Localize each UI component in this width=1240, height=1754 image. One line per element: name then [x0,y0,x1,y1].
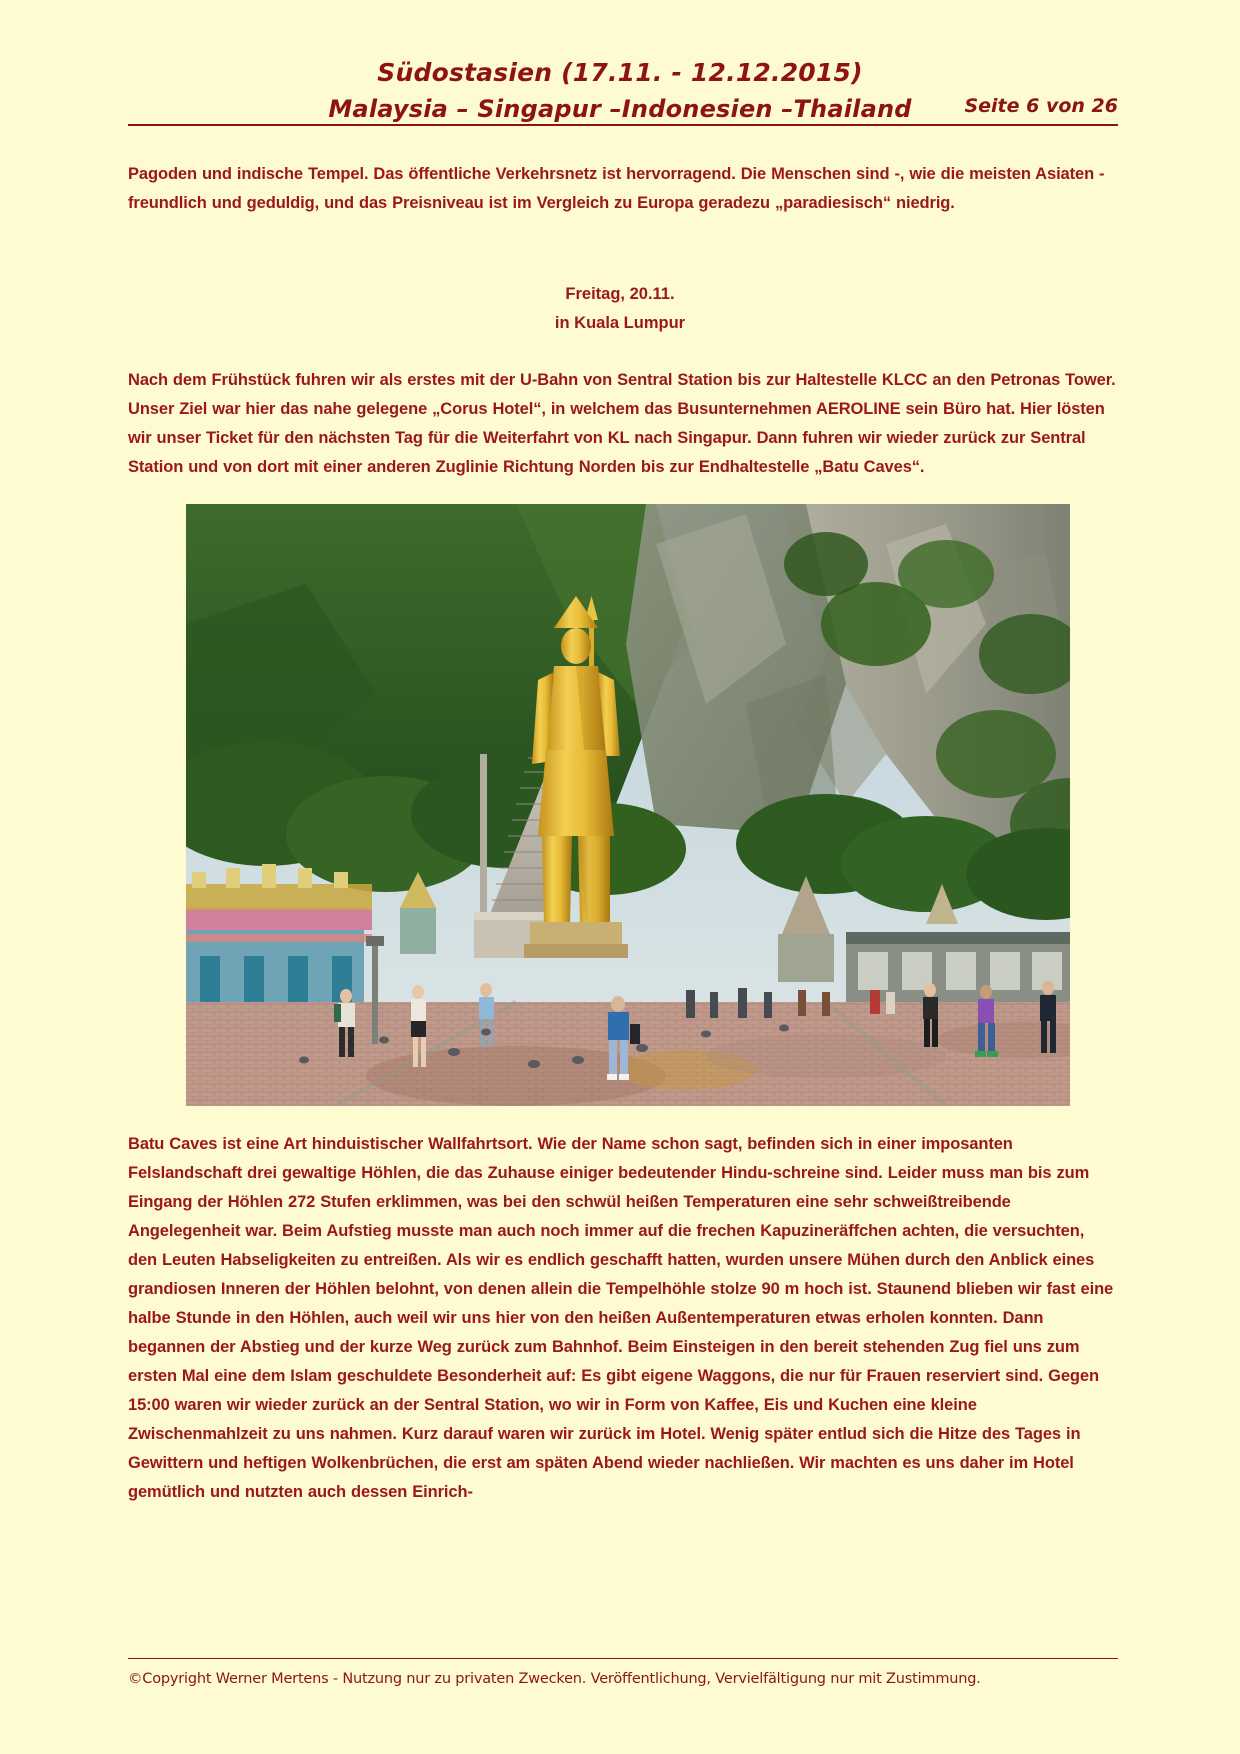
morning-paragraph: Nach dem Frühstück fuhren wir als erstes mit der U-Bahn von Sentral Station bis zur Haltestelle KLCC an den Petronas Tower. Unser Ziel war hier das nahe gelegene „Corus Hotel“, in welchem das Busunternehmen AEROLINE sein Büro hat. Hier lösten wir unser Ticket für den nächsten Tag für die Weiterfahrt von KL nach Singapur. Dann fuhren wir wieder zurück zur Sentral Station und von dort mit einer anderen Zuglinie Richtung Norden bis zur Endhaltestelle „Batu Caves“. [128,371,1116,476]
day-heading-block [0,280,1240,338]
photo-container [0,504,1240,1106]
header-subtitle-row [0,92,1240,128]
caves-paragraph: Batu Caves ist eine Art hinduistischer Wallfahrtsort. Wie der Name schon sagt, befinden sich in einer imposanten Felslandschaft drei gewaltige Höhlen, die das Zuhause einiger bedeutender Hindu-schreine sind. Leider muss man bis zum Eingang der Höhlen 272 Stufen erklimmen, was bei den schwül heißen Temperaturen eine sehr schweißtreibende Angelegenheit war. Beim Aufstieg musste man auch noch immer auf die frechen Kapuzineräffchen achten, die versuchten, den Leuten Habseligkeiten zu entreißen. Als wir es endlich geschafft hatten, wurden unsere Mühen durch den Anblick eines grandiosen Inneren der Höhlen belohnt, von denen allein die Tempelhöhle stolze 90 m hoch ist. Staunend blieben wir fast eine halbe Stunde in den Höhlen, auch weil wir uns hier von den heißen Außentemperaturen etwas erholen konnten. Dann begannen der Abstieg und der kurze Weg zurück zum Bahnhof. Beim Einsteigen in den bereit stehenden Zug fiel uns zum ersten Mal eine dem Islam geschuldete Besonderheit auf: Es gibt eigene Waggons, die nur für Frauen reserviert sind. Gegen 15:00 waren wir wieder zurück an der Sentral Station, wo wir in Form von Kaffee, Eis und Kuchen eine kleine Zwischenmahlzeit zu uns nahmen. Kurz darauf waren wir zurück im Hotel. Wenig später entlud sich die Hitze des Tages in Gewittern und heftigen Wolkenbrüchen, die erst am späten Abend wieder nachließen. Wir machten es uns daher im Hotel gemütlich und nutzten auch dessen Einrich- [128,1135,1114,1501]
day-heading-date: Freitag, 20.11. [565,285,675,303]
page-footer [128,1658,1118,1692]
header-subtitle: Malaysia – Singapur –Indonesien –Thailand [328,95,912,123]
page-header [0,0,1240,128]
day-heading-location: in Kuala Lumpur [554,314,686,332]
header-title: Südostasien (17.11. - 12.12.2015) [377,58,863,87]
copyright-notice: ©Copyright Werner Mertens - Nutzung nur zu privaten Zwecken. Veröffentlichung, Vervielfältigung nur mit Zustimmung. [128,1671,981,1687]
header-divider [128,124,1118,126]
page-number-indicator: Seite 6 von 26 [964,95,1118,117]
footer-divider [128,1658,1118,1659]
batu-caves-photo [186,504,1070,1106]
intro-paragraph: Pagoden und indische Tempel. Das öffentliche Verkehrsnetz ist hervorragend. Die Menschen sind -, wie die meisten Asiaten - freundlich und geduldig, und das Preisniveau ist im Vergleich zu Europa geradezu „paradiesisch“ niedrig. [128,165,1105,212]
